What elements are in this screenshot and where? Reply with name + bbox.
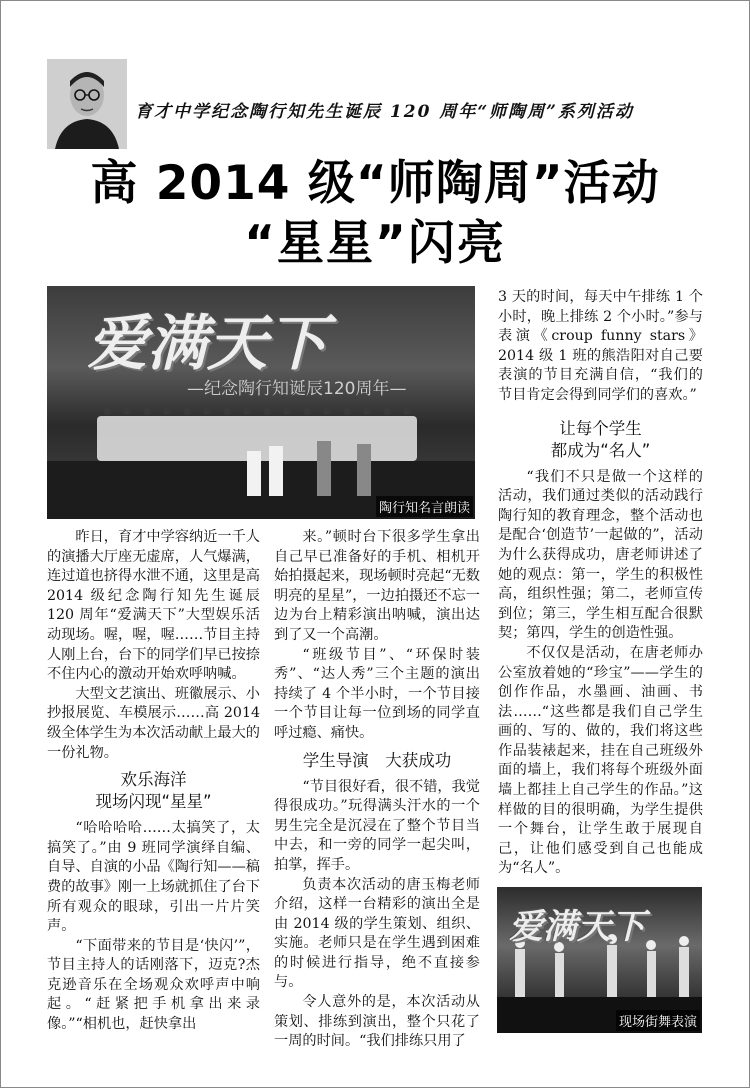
paragraph: “哈哈哈哈……太搞笑了，太搞笑了。”由 9 班同学演绎自编、自导、自演的小品《陶行知——稿费的故事》刚一上场就抓住了台下所有观众的眼球，引出一片片笑声。	[47, 820, 260, 935]
paragraph: 不仅仅是活动，在唐老师办公室放着她的“珍宝”——学生的创作作品，水墨画、油画、书法……“这些都是我们自己学生画的、写的、做的，我们将这些作品装裱起来，挂在自己班级外面的墙上，我们将每个班级外面墙上都挂上自己学生的作品。”这样做的目的很明确，为学生提供一个舞台，让学生敢于展现自己，让他们感受到自己也能成为“名人”。	[498, 644, 703, 877]
article-column-2	[274, 528, 480, 1052]
stage-sub-banner-text: —纪念陶行知诞辰120周年—	[187, 379, 407, 399]
stage-performance-photo	[47, 286, 475, 519]
article-column-1	[47, 528, 260, 1035]
paragraph: 昨日，育才中学容纳近一千人的演播大厅座无虚席，人气爆满，连过道也挤得水泄不通，这里是高 2014 级纪念陶行知先生诞辰 120 周年“爱满天下”大型娱乐活动现场。喔，喔，喔……节目主持人刚上台，台下的同学们早已按捺不住内心的激动开始欢呼呐喊。	[47, 529, 260, 683]
paragraph: 3 天的时间，每天中午排练 1 个小时，晚上排练 2 个小时。”参与表演《croup funny stars》2014 级 1 班的熊浩阳对自己要表演的节目充满自信，“我们的节目肯定会得到同学们的喜欢。”	[498, 289, 703, 403]
article-column-3-top	[498, 288, 703, 879]
headline-line-2: “星星”闪亮	[244, 216, 506, 271]
section-heading-famous	[498, 418, 703, 462]
headline-line-1: 高 2014 级“师陶周”活动	[90, 156, 660, 211]
paragraph: “节目很好看，很不错，我觉得很成功。”玩得满头汗水的一个男生完全是沉浸在了整个节目当中去，和一旁的同学一起尖叫，拍掌，挥手。	[274, 778, 480, 873]
paragraph: “下面带来的节目是‘快闪’”，节目主持人的话刚落下，迈克?杰克逊音乐在全场观众欢呼声中响起。“赶紧把手机拿出来录像。”“相机也，赶快拿出	[47, 937, 260, 1033]
paragraph: 负责本次活动的唐玉梅老师介绍，这样一台精彩的演出全是由 2014 级的学生策划、组织、实施。老师只是在学生遇到困难的时候进行指导，绝不直接参与。	[274, 876, 480, 991]
paragraph: 令人意外的是，本次活动从策划、排练到演出，整个只花了一周的时间。“我们排练只用了	[274, 994, 480, 1050]
dance-banner-text: 爱满天下	[509, 907, 645, 947]
stage-photo-caption: 陶行知名言朗读	[376, 496, 473, 517]
section-heading-text: 让每个学生 都成为“名人”	[550, 418, 651, 460]
series-supertitle: 育才中学纪念陶行知先生诞辰 120 周年“师陶周”系列活动	[135, 102, 634, 122]
dance-photo-caption: 现场街舞表演	[616, 1010, 700, 1031]
paragraph: “班级节目”、“环保时装秀”、“达人秀”三个主题的演出持续了 4 个半小时，一个节目接一个节目让每一位到场的同学直呼过瘾、痛快。	[274, 646, 480, 741]
paragraph: 来。”顿时台下很多学生拿出自己早已准备好的手机、相机开始拍摄起来，现场顿时亮起“无数明亮的星星”，一边拍摄还不忘一边为台上精彩演出呐喊，演出达到了又一个高潮。	[274, 529, 480, 643]
paragraph: 大型文艺演出、班徽展示、小抄报展览、车模展示……高 2014 级全体学生为本次活动献上最大的一份礼物。	[47, 685, 260, 761]
tao-xingzhi-portrait	[47, 59, 127, 149]
section-heading-text: 欢乐海洋 现场闪现“星星”	[95, 770, 212, 812]
section-heading-joy	[47, 769, 260, 813]
stage-banner-text: 爱满天下	[87, 309, 327, 379]
section-heading-student-director: 学生导演 大获成功	[302, 750, 452, 770]
street-dance-photo	[497, 887, 702, 1033]
paragraph: “我们不只是做一个这样的活动，我们通过类似的活动践行陶行知的教育理念，整个活动也是配合‘创造节’一起做的”，活动为什么获得成功，唐老师讲述了她的观点：第一，学生的积极性高，组织性强；第二，老师宣传到位；第三，学生相互配合很默契；第四，学生的创造性强。	[498, 468, 703, 642]
